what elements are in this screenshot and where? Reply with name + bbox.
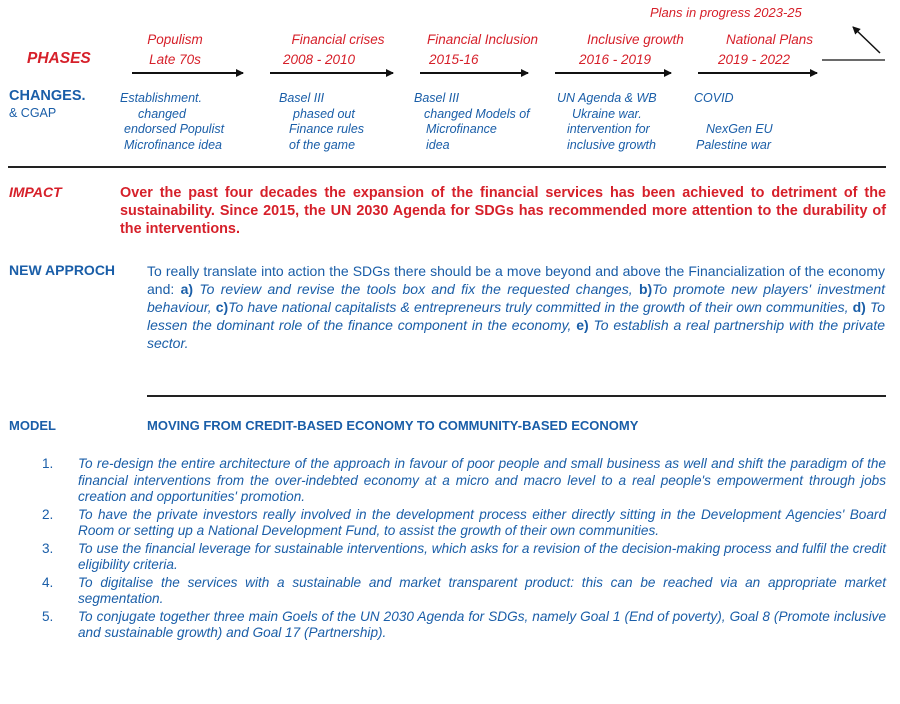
phase-5-period: 2019 - 2022	[718, 52, 791, 67]
phase-5-changes	[694, 91, 773, 153]
change-line: Establishment.	[120, 91, 202, 105]
changes-label: CHANGES.	[9, 88, 86, 104]
model-item	[38, 507, 886, 540]
divider-bottom	[147, 395, 886, 397]
phase-2-changes	[279, 91, 364, 153]
phase-1-name: Populism	[147, 32, 203, 47]
model-title: MOVING FROM CREDIT-BASED ECONOMY TO COMMUNITY-BASED ECONOMY	[147, 418, 639, 433]
change-line: UN Agenda & WB	[557, 91, 657, 105]
model-item-text: To have the private investors really involved in the development process either directly sitting in the Development Agencies' Board Room or setting up a National Development Fund, to assist the growth of their own communities.	[78, 506, 886, 538]
new-approach-label: NEW APPROCH	[9, 262, 116, 278]
model-label: MODEL	[9, 418, 56, 433]
model-item-number: 2.	[42, 506, 54, 522]
model-item-text: To re-design the entire architecture of the approach in favour of poor people and small business as well and shift the paradigm of the financial interventions from the over-indebted economy at a micro and macro level to a real people's empowerment through jobs creation and opportunities' promotion.	[78, 456, 886, 504]
plans-arrow	[853, 27, 880, 53]
change-line: NexGen EU	[706, 122, 773, 136]
approach-item-text: To promote new players' investment behaviour,	[147, 281, 886, 315]
model-item-number: 3.	[42, 540, 54, 556]
change-line	[694, 107, 773, 123]
phase-5-name: National Plans	[726, 32, 814, 47]
model-item	[38, 456, 886, 506]
phase-3-changes	[414, 91, 530, 153]
phase-2-period: 2008 - 2010	[283, 52, 356, 67]
change-line: Basel III	[279, 91, 325, 105]
change-line: Microfinance idea	[124, 137, 222, 152]
phase-3-period: 2015-16	[429, 52, 479, 67]
timeline-arrows	[0, 0, 900, 100]
model-item-number: 4.	[42, 574, 54, 590]
model-item-number: 5.	[42, 608, 54, 624]
approach-item-text: To review and revise the tools box and fix the requested changes,	[199, 281, 633, 297]
phase-1-changes	[120, 91, 224, 153]
phases-label: PHASES	[27, 50, 91, 67]
change-line: phased out	[293, 106, 355, 121]
model-item-text: To digitalise the services with a sustainable and market transparent product: this can be reached via an appropriate market segmentation.	[78, 574, 886, 606]
phase-4-period: 2016 - 2019	[579, 52, 652, 67]
change-line: Finance rules	[289, 122, 365, 136]
phase-1-period: Late 70s	[149, 52, 201, 67]
phase-2-name: Financial crises	[291, 32, 385, 47]
approach-item-letter: b)	[638, 281, 653, 297]
change-line: Basel III	[414, 91, 460, 105]
approach-item-text: To establish a real partnership with the private sector.	[147, 317, 886, 351]
approach-item-text: To lessen the dominant role of the finance component in the economy,	[147, 299, 886, 333]
plans-in-progress-label: Plans in progress 2023-25	[650, 5, 802, 20]
model-item	[38, 575, 886, 608]
change-line: Microfinance	[426, 122, 497, 136]
phase-4-name: Inclusive growth	[587, 32, 684, 47]
approach-item-letter: e)	[576, 317, 589, 333]
model-item-number: 1.	[42, 456, 54, 471]
approach-item-letter: a)	[180, 281, 194, 297]
phase-3-name: Financial Inclusion	[427, 32, 539, 47]
phase-4-changes	[557, 91, 657, 153]
divider-top	[8, 166, 886, 168]
model-item	[38, 609, 886, 642]
change-line: changed Models of	[424, 106, 530, 121]
change-line: idea	[426, 137, 450, 152]
changes-sub-label: & CGAP	[9, 106, 57, 120]
change-line: of the game	[289, 137, 356, 152]
change-line: Palestine war	[696, 137, 772, 152]
impact-label: IMPACT	[9, 184, 62, 200]
approach-item-letter: d)	[852, 299, 866, 315]
approach-item-letter: c)	[215, 299, 229, 315]
change-line: Ukraine war.	[572, 106, 642, 121]
new-approach-text	[147, 262, 885, 352]
change-line: changed	[138, 106, 186, 121]
approach-intro: To really translate into action the SDGs there should be a move beyond and above the Financialization of the economy and:	[147, 263, 885, 297]
impact-text: Over the past four decades the expansion of the financial services has been achieved to detriment of the sustainability. Since 2015, the UN 2030 Agenda for SDGs has recommended more attention to the durability of the interventions.	[120, 185, 886, 237]
model-item	[38, 541, 886, 574]
model-list	[38, 456, 886, 643]
change-line: COVID	[694, 91, 734, 105]
change-line: intervention for	[567, 122, 650, 136]
approach-item-text: To have national capitalists & entrepreneurs truly committed in the growth of their own communities,	[228, 299, 849, 315]
model-item-text: To use the financial leverage for sustainable interventions, which asks for a revision of the decision-making process and fulfil the credit eligibility criteria.	[78, 540, 886, 572]
model-item-text: To conjugate together three main Goels of the UN 2030 Agenda for SDGs, namely Goal 1 (End of poverty), Goal 8 (Promote inclusive and sustainable growth) and Goal 17 (Partnership).	[78, 608, 886, 640]
change-line: endorsed Populist	[124, 122, 225, 136]
change-line: inclusive growth	[567, 137, 656, 152]
